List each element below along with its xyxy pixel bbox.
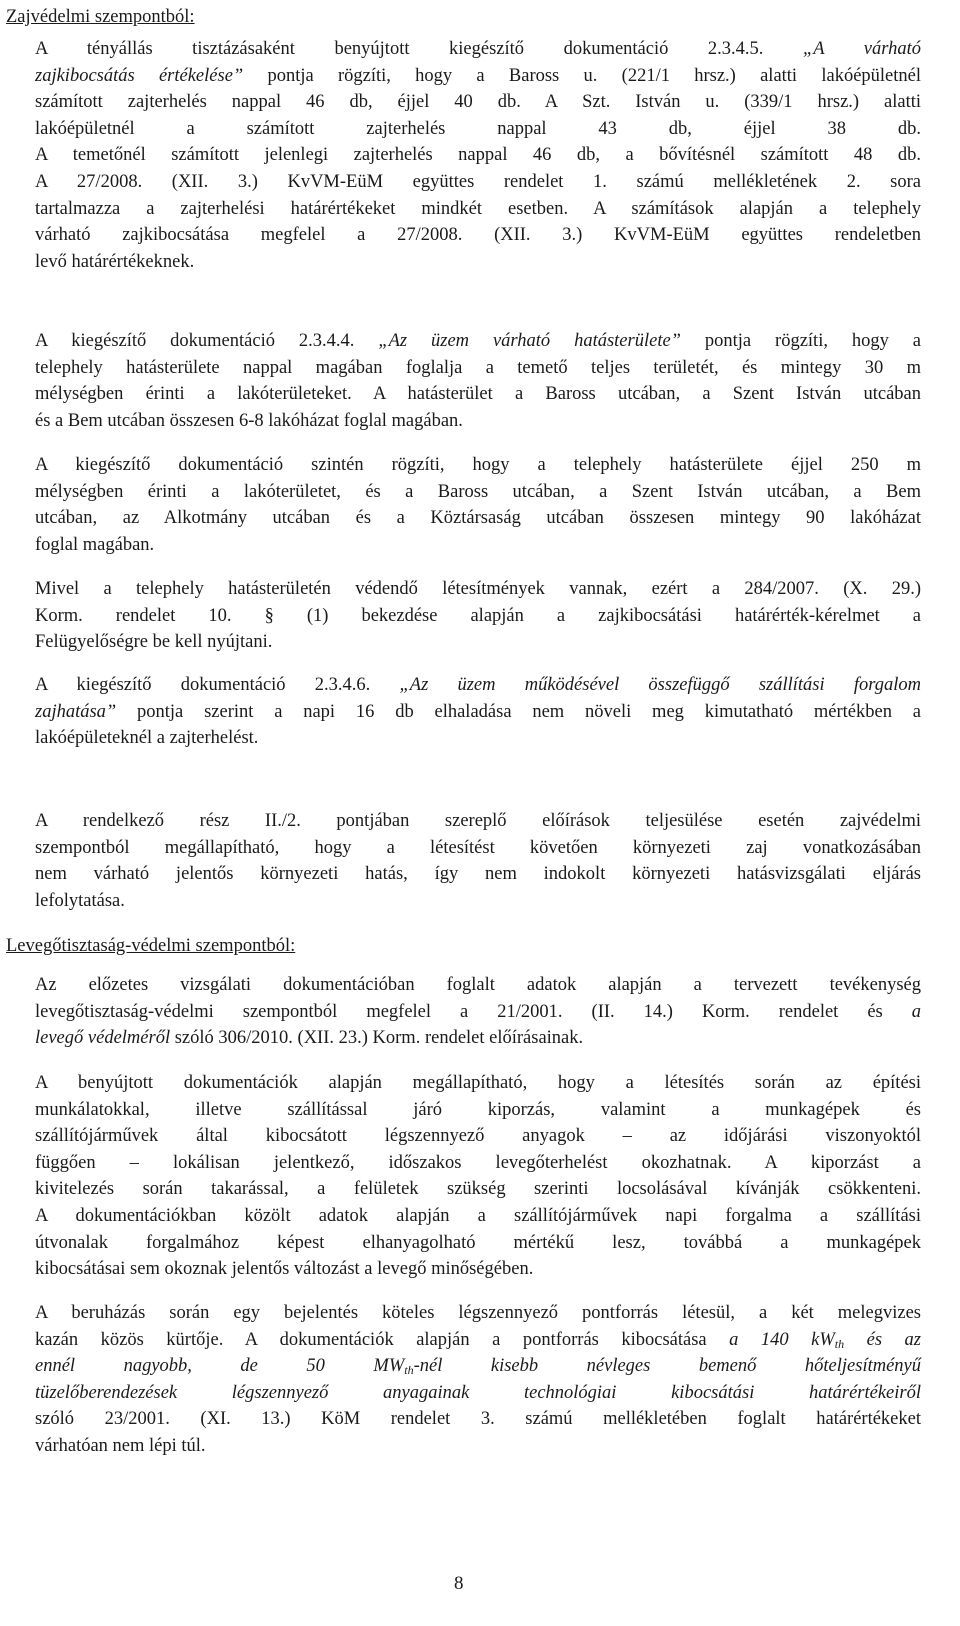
text-line [35, 1327, 921, 1354]
text-run: munkálatokkal, illetve szállítással járó kiporzás, valamint a munkagépek és [35, 1099, 921, 1120]
text-run: telephely hatásterülete nappal magában foglalja a temető teljes területét, és mintegy 30 m [35, 357, 921, 378]
text-run: szóló 23/2001. (XI. 13.) KöM rendelet 3. számú mellékletében foglalt határértékeket [35, 1409, 921, 1430]
text-line [35, 532, 921, 559]
text-line [35, 408, 921, 435]
text-line [35, 699, 921, 726]
text-line [35, 1433, 921, 1460]
text-line [35, 835, 921, 862]
text-line [35, 1025, 921, 1052]
text-line [35, 972, 921, 999]
text-run: lakóépületnél a számított zajterhelés nappal 43 db, éjjel 38 db. [35, 118, 921, 139]
italic-run: ennél nagyobb, de 50 MW [35, 1356, 405, 1377]
page-number: 8 [454, 1573, 464, 1594]
text-line [35, 1380, 921, 1407]
text-line [35, 36, 921, 63]
text-line [35, 999, 921, 1026]
text-line [35, 249, 921, 276]
air-paragraph-2 [35, 1070, 921, 1283]
text-run: levő határértékeknek. [35, 251, 195, 272]
text-run: szempontból megállapítható, hogy a létesítést követően környezeti zaj vonatkozásában [35, 837, 921, 858]
italic-run: levegő védelméről [35, 1028, 171, 1049]
italic-run: a 140 kW [729, 1329, 835, 1350]
text-line [35, 576, 921, 603]
text-line [35, 672, 921, 699]
text-line [35, 1203, 921, 1230]
text-run: foglal magában. [35, 534, 155, 555]
text-line [35, 725, 921, 752]
text-line [35, 808, 921, 835]
text-run: A tényállás tisztázásaként benyújtott kiegészítő dokumentáció 2.3.4.5. [35, 39, 803, 59]
italic-run: zajhatása” [35, 701, 117, 722]
text-line [35, 861, 921, 888]
italic-run: zajkibocsátás értékelése” [35, 65, 244, 86]
italic-run: „A várható [802, 39, 921, 59]
italic-run: „Az üzem működésével összefüggő szállítási forgalom [399, 675, 921, 695]
text-line [35, 328, 921, 355]
text-run: Az előzetes vizsgálati dokumentációban foglalt adatok alapján a tervezett tevékenység [35, 975, 921, 995]
text-run: A beruházás során egy bejelentés köteles légszennyező pontforrás létesül, a két melegvizes [35, 1303, 921, 1323]
text-line [35, 1353, 921, 1380]
text-line [35, 169, 921, 196]
text-line [35, 1176, 921, 1203]
italic-run: és az [844, 1329, 922, 1350]
text-run: A dokumentációkban közölt adatok alapján a szállítójárművek napi forgalma a szállítási [35, 1205, 921, 1226]
text-run: számított zajterhelés nappal 46 db, éjjel 40 db. A Szt. István u. (339/1 hrsz.) alatti [35, 92, 921, 113]
text-line [35, 888, 921, 915]
text-line [35, 196, 921, 223]
text-line [35, 479, 921, 506]
section-heading-air: Levegőtisztaság-védelmi szempontból: [6, 936, 296, 956]
text-run: és a Bem utcában összesen 6-8 lakóházat foglal magában. [35, 410, 463, 431]
text-line [35, 116, 921, 143]
text-line [35, 1300, 921, 1327]
text-run: várható zajkibocsátása megfelel a 27/2008. (XII. 3.) KvVM-EüM együttes rendeletben [35, 225, 921, 246]
text-run: A 27/2008. (XII. 3.) KvVM-EüM együttes rendelet 1. számú mellékletének 2. sora [35, 171, 921, 192]
text-line [35, 1406, 921, 1433]
subscript-run: th [404, 1363, 414, 1378]
text-run: kivitelezés során takarással, a felületek szükség szerinti locsolásával kívánják csökkenteni. [35, 1179, 921, 1200]
text-run: A kiegészítő dokumentáció 2.3.4.4. [35, 331, 379, 351]
text-run: utcában, az Alkotmány utcában és a Köztársaság utcában összesen mintegy 90 lakóházat [35, 508, 921, 529]
text-line [35, 1070, 921, 1097]
noise-paragraph-1 [35, 36, 921, 275]
text-line [35, 629, 921, 656]
text-run: kibocsátásai sem okoznak jelentős változást a levegő minőségében. [35, 1259, 534, 1280]
italic-run: tüzelőberendezések légszennyező anyagainak technológiai kibocsátási határértékeiről [35, 1382, 921, 1403]
text-run: tartalmazza a zajterhelési határértékeket mindkét esetben. A számítások alapján a telephely [35, 198, 921, 219]
text-line [35, 1123, 921, 1150]
text-run: lakóépületeknél a zajterhelést. [35, 728, 259, 749]
text-run: pontja rögzíti, hogy a Baross u. (221/1 hrsz.) alatti lakóépületnél [243, 65, 921, 86]
text-run: nem várható jelentős környezeti hatás, így nem indokolt környezeti hatásvizsgálati eljárás [35, 864, 921, 885]
text-line [35, 63, 921, 90]
italic-run: -nél kisebb névleges bemenő hőteljesítményű [413, 1356, 921, 1377]
text-run: A rendelkező rész II./2. pontjában szereplő előírások teljesülése esetén zajvédelmi [35, 811, 921, 831]
text-run: pontja rögzíti, hogy a [680, 331, 921, 351]
noise-paragraph-3 [35, 452, 921, 558]
text-run: szóló 306/2010. (XII. 23.) Korm. rendelet előírásainak. [170, 1028, 584, 1049]
text-line [35, 1256, 921, 1283]
subscript-run: th [834, 1336, 845, 1351]
text-run: mélységben érinti a lakóterületeket. A hatásterület a Baross utcában, a Szent István utcában [35, 384, 921, 405]
text-line [35, 505, 921, 532]
text-run: várhatóan nem lépi túl. [35, 1435, 206, 1456]
air-paragraph-3 [35, 1300, 921, 1460]
text-line [35, 603, 921, 630]
section-heading-noise: Zajvédelmi szempontból: [6, 7, 195, 27]
text-run: A temetőnél számított jelenlegi zajterhelés nappal 46 db, a bővítésnél számított 48 db. [35, 145, 921, 166]
text-run: pontja szerint a napi 16 db elhaladása nem növeli meg kimutatható mértékben a [116, 701, 921, 722]
text-run: mélységben érinti a lakóterületet, és a Baross utcában, a Szent István utcában, a Bem [35, 481, 921, 502]
text-line [35, 452, 921, 479]
text-run: A kiegészítő dokumentáció szintén rögzíti, hogy a telephely hatásterülete éjjel 250 m [35, 455, 921, 475]
text-run: Korm. rendelet 10. § (1) bekezdése alapján a zajkibocsátási határérték-kérelmet a [35, 605, 921, 626]
text-run: kazán közös kürtője. A dokumentációk alapján a pontforrás kibocsátása [35, 1329, 730, 1350]
text-line [35, 381, 921, 408]
text-line [35, 1097, 921, 1124]
text-line [35, 142, 921, 169]
text-run: Felügyelőségre be kell nyújtani. [35, 632, 273, 653]
text-run: A benyújtott dokumentációk alapján megállapítható, hogy a létesítés során az építési [35, 1073, 921, 1093]
italic-run: a [911, 1001, 921, 1022]
text-line [35, 355, 921, 382]
text-line [35, 1150, 921, 1177]
text-run: útvonalak forgalmához képest elhanyagolható mértékű lesz, továbbá a munkagépek [35, 1232, 921, 1253]
text-run: levegőtisztaság-védelmi szempontból megfelel a 21/2001. (II. 14.) Korm. rendelet és [35, 1001, 912, 1022]
text-run: szállítójárművek által kibocsátott légszennyező anyagok – az időjárási viszonyoktól [35, 1126, 921, 1147]
text-run: lefolytatása. [35, 890, 125, 911]
text-line [35, 222, 921, 249]
noise-paragraph-2 [35, 328, 921, 434]
noise-paragraph-5 [35, 672, 921, 752]
text-run: Mivel a telephely hatásterületén védendő létesítmények vannak, ezért a 284/2007. (X. 29.) [35, 579, 921, 599]
text-line [35, 89, 921, 116]
noise-paragraph-4 [35, 576, 921, 656]
noise-paragraph-6 [35, 808, 921, 914]
text-run: függően – lokálisan jelentkező, időszakos levegőterhelést okozhatnak. A kiporzást a [35, 1152, 921, 1173]
text-line [35, 1230, 921, 1257]
italic-run: „Az üzem várható hatásterülete” [378, 331, 681, 351]
air-paragraph-1 [35, 972, 921, 1052]
text-run: A kiegészítő dokumentáció 2.3.4.6. [35, 675, 400, 695]
